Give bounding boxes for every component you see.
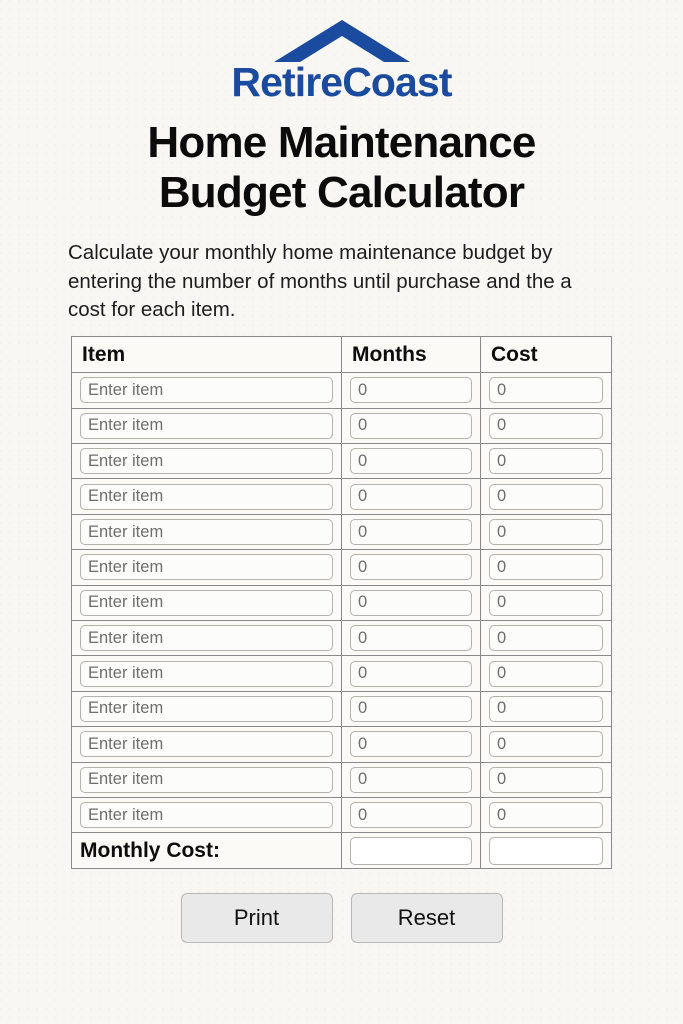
cell-months <box>342 585 481 620</box>
cell-item <box>72 620 342 655</box>
item-input[interactable] <box>80 519 333 545</box>
months-input[interactable] <box>350 413 472 439</box>
months-input[interactable] <box>350 767 472 793</box>
budget-table-wrapper <box>71 336 611 868</box>
item-input[interactable] <box>80 802 333 828</box>
cell-item <box>72 691 342 726</box>
months-input[interactable] <box>350 731 472 757</box>
cell-months <box>342 444 481 479</box>
cost-input[interactable] <box>489 448 603 474</box>
cost-input[interactable] <box>489 377 603 403</box>
cell-cost <box>481 762 612 797</box>
cost-input[interactable] <box>489 661 603 687</box>
cell-cost <box>481 479 612 514</box>
column-header-months: Months <box>342 337 481 373</box>
table-row <box>72 727 612 762</box>
months-input[interactable] <box>350 484 472 510</box>
cell-cost <box>481 550 612 585</box>
cell-cost <box>481 514 612 549</box>
item-input[interactable] <box>80 484 333 510</box>
cell-cost <box>481 585 612 620</box>
cell-months <box>342 620 481 655</box>
table-row <box>72 373 612 408</box>
cell-months <box>342 479 481 514</box>
print-button[interactable]: Print <box>181 893 333 943</box>
months-input[interactable] <box>350 696 472 722</box>
months-input[interactable] <box>350 625 472 651</box>
monthly-cost-label: Monthly Cost: <box>72 833 342 868</box>
cell-months <box>342 656 481 691</box>
months-input[interactable] <box>350 448 472 474</box>
table-row <box>72 691 612 726</box>
table-header-row <box>72 337 612 373</box>
cell-cost <box>481 797 612 832</box>
reset-button[interactable]: Reset <box>351 893 503 943</box>
cell-cost <box>481 727 612 762</box>
cell-item <box>72 656 342 691</box>
cell-item <box>72 444 342 479</box>
monthly-cost-months-cell <box>342 833 481 868</box>
column-header-item: Item <box>72 337 342 373</box>
budget-table <box>71 336 612 868</box>
cell-item <box>72 479 342 514</box>
cell-cost <box>481 656 612 691</box>
table-row <box>72 444 612 479</box>
cell-cost <box>481 408 612 443</box>
description-text <box>68 239 683 325</box>
months-input[interactable] <box>350 802 472 828</box>
cell-item <box>72 550 342 585</box>
item-input[interactable] <box>80 625 333 651</box>
table-row <box>72 479 612 514</box>
cell-months <box>342 514 481 549</box>
monthly-cost-total-output[interactable] <box>489 837 603 865</box>
table-row <box>72 550 612 585</box>
roof-chevron-icon <box>272 18 412 64</box>
cost-input[interactable] <box>489 554 603 580</box>
item-input[interactable] <box>80 696 333 722</box>
cell-item <box>72 585 342 620</box>
table-body <box>72 373 612 833</box>
cost-input[interactable] <box>489 484 603 510</box>
months-input[interactable] <box>350 590 472 616</box>
cell-item <box>72 762 342 797</box>
cell-item <box>72 797 342 832</box>
cell-months <box>342 727 481 762</box>
cell-months <box>342 797 481 832</box>
cell-item <box>72 373 342 408</box>
item-input[interactable] <box>80 731 333 757</box>
cell-item <box>72 514 342 549</box>
table-row <box>72 585 612 620</box>
months-input[interactable] <box>350 377 472 403</box>
item-input[interactable] <box>80 413 333 439</box>
table-row <box>72 620 612 655</box>
description-wrapper <box>0 239 683 331</box>
table-row <box>72 514 612 549</box>
item-input[interactable] <box>80 377 333 403</box>
item-input[interactable] <box>80 448 333 474</box>
cell-item <box>72 727 342 762</box>
cell-months <box>342 762 481 797</box>
page-title <box>0 118 683 217</box>
description-line-2: entering the number of months until purchase and the a <box>68 269 572 293</box>
months-input[interactable] <box>350 661 472 687</box>
cell-months <box>342 691 481 726</box>
cost-input[interactable] <box>489 731 603 757</box>
monthly-cost-row <box>72 833 612 868</box>
cost-input[interactable] <box>489 590 603 616</box>
cell-cost <box>481 373 612 408</box>
cell-months <box>342 550 481 585</box>
cell-cost <box>481 620 612 655</box>
table-row <box>72 762 612 797</box>
cost-input[interactable] <box>489 696 603 722</box>
page-title-line-1: Home Maintenance <box>147 117 536 167</box>
page-title-line-2: Budget Calculator <box>158 167 525 217</box>
table-row <box>72 656 612 691</box>
description-line-3: cost for each item. <box>68 298 236 322</box>
monthly-cost-cost-cell <box>481 833 612 868</box>
cell-cost <box>481 691 612 726</box>
months-input[interactable] <box>350 554 472 580</box>
brand-wordmark: RetireCoast <box>231 59 452 105</box>
cell-months <box>342 408 481 443</box>
monthly-cost-months-output[interactable] <box>350 837 472 865</box>
site-logo <box>0 0 683 104</box>
item-input[interactable] <box>80 661 333 687</box>
cell-months <box>342 373 481 408</box>
item-input[interactable] <box>80 590 333 616</box>
cost-input[interactable] <box>489 625 603 651</box>
description-line-1: Calculate your monthly home maintenance budget by <box>68 241 553 265</box>
item-input[interactable] <box>80 767 333 793</box>
action-button-row <box>0 893 683 943</box>
item-input[interactable] <box>80 554 333 580</box>
months-input[interactable] <box>350 519 472 545</box>
cost-input[interactable] <box>489 413 603 439</box>
table-row <box>72 797 612 832</box>
cell-item <box>72 408 342 443</box>
cost-input[interactable] <box>489 519 603 545</box>
cell-cost <box>481 444 612 479</box>
cost-input[interactable] <box>489 802 603 828</box>
cost-input[interactable] <box>489 767 603 793</box>
table-row <box>72 408 612 443</box>
column-header-cost: Cost <box>481 337 612 373</box>
